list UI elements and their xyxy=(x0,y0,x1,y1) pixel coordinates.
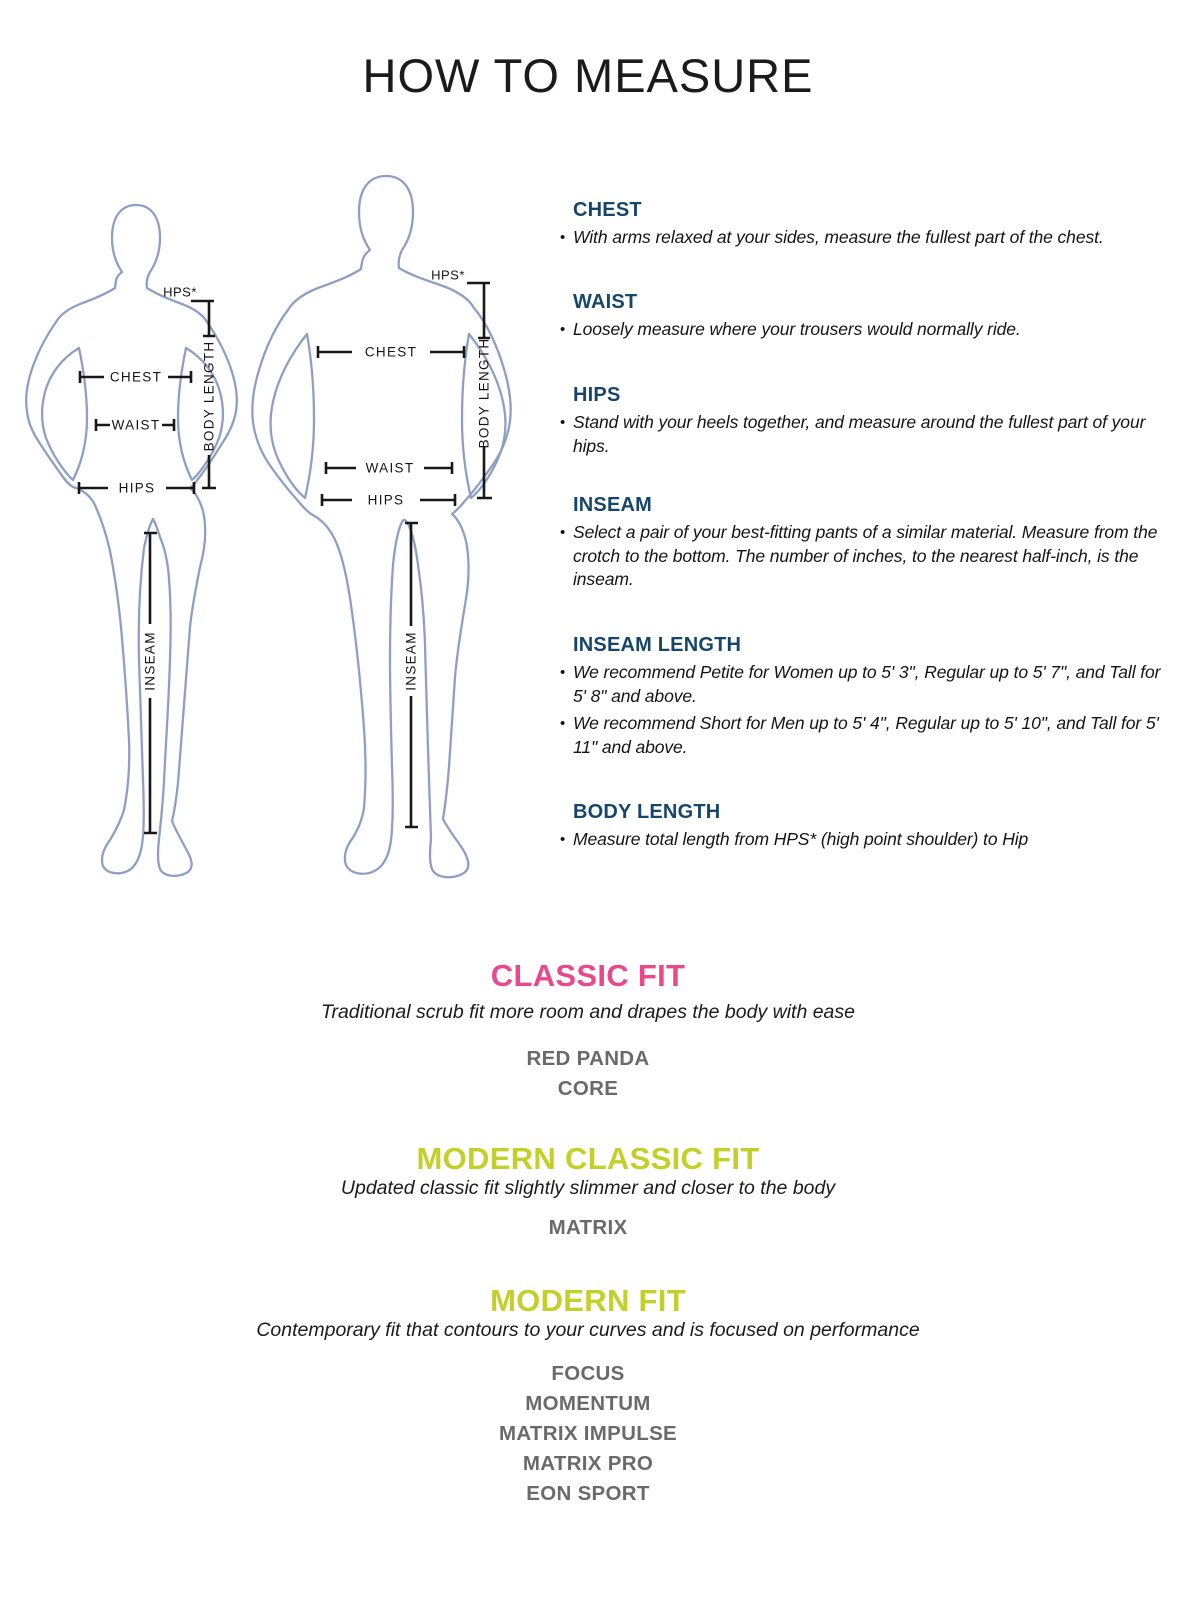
instruction-section-body-length xyxy=(556,801,1172,852)
male-inseam-label: INSEAM xyxy=(403,631,419,691)
instruction-section-hips xyxy=(556,384,1172,458)
male-hps-label: HPS* xyxy=(431,267,465,283)
product-name: MOMENTUM xyxy=(525,1392,651,1415)
instruction-heading: CHEST xyxy=(573,199,642,221)
product-name: RED PANDA xyxy=(526,1047,650,1070)
product-name: FOCUS xyxy=(551,1362,625,1385)
classic-fit-heading: CLASSIC FIT xyxy=(490,958,686,993)
female-inseam-label: INSEAM xyxy=(142,631,158,691)
instruction-heading: WAIST xyxy=(573,291,638,313)
female-hps-label: HPS* xyxy=(163,284,197,300)
female-waist-label: WAIST xyxy=(111,417,161,433)
instruction-bullet: • With arms relaxed at your sides, measure the fullest part of the chest. xyxy=(556,226,1172,250)
instruction-heading: BODY LENGTH xyxy=(573,801,721,823)
instruction-section-inseam-length xyxy=(556,634,1172,759)
product-name: CORE xyxy=(557,1077,619,1100)
instruction-bullet: • Select a pair of your best-fitting pants of a similar material. Measure from the crotch to the bottom. The number of inches, to the nearest half-inch, is the inseam. xyxy=(556,521,1172,592)
male-silhouette xyxy=(252,176,511,877)
modern-classic-fit-products xyxy=(0,1213,1176,1243)
modern-classic-fit-heading: MODERN CLASSIC FIT xyxy=(416,1141,760,1176)
male-waist-label: WAIST xyxy=(365,460,415,476)
male-body-outline xyxy=(252,176,511,877)
female-hips-label: HIPS xyxy=(118,480,156,496)
female-silhouette xyxy=(26,205,237,876)
instruction-bullet: • We recommend Short for Men up to 5' 4", Regular up to 5' 10", and Tall for 5' 11" and above. xyxy=(556,712,1172,759)
female-chest-label: CHEST xyxy=(109,369,163,385)
instruction-bullet: • Measure total length from HPS* (high point shoulder) to Hip xyxy=(556,828,1172,852)
instruction-bullet: • We recommend Petite for Women up to 5' 3", Regular up to 5' 7", and Tall for 5' 8" and above. xyxy=(556,661,1172,708)
male-hips-label: HIPS xyxy=(367,492,405,508)
instruction-heading: INSEAM xyxy=(573,494,652,516)
page-title: HOW TO MEASURE xyxy=(362,49,814,102)
male-chest-label: CHEST xyxy=(364,344,418,360)
instruction-bullet: • Stand with your heels together, and measure around the fullest part of your hips. xyxy=(556,411,1172,458)
product-name: MATRIX xyxy=(548,1216,628,1239)
instruction-heading: HIPS xyxy=(573,384,621,406)
modern-fit-description: Contemporary fit that contours to your curves and is focused on performance xyxy=(256,1319,920,1341)
instruction-section-inseam xyxy=(556,494,1172,592)
classic-fit-description: Traditional scrub fit more room and drapes the body with ease xyxy=(321,1001,855,1023)
modern-fit-heading: MODERN FIT xyxy=(490,1283,686,1318)
female-body-outline xyxy=(26,205,237,876)
male-measure-lines xyxy=(318,283,492,827)
instruction-bullet: • Loosely measure where your trousers would normally ride. xyxy=(556,318,1172,342)
female-body-length-label: BODY LENGTH xyxy=(201,340,217,452)
product-name: EON SPORT xyxy=(526,1482,650,1505)
product-name: MATRIX IMPULSE xyxy=(498,1422,678,1445)
classic-fit-products xyxy=(0,1044,1176,1104)
modern-fit-products xyxy=(0,1359,1176,1509)
modern-classic-fit-description: Updated classic fit slightly slimmer and closer to the body xyxy=(340,1177,836,1199)
instruction-heading: INSEAM LENGTH xyxy=(573,634,742,656)
instruction-section-chest xyxy=(556,199,1172,250)
female-left-arm-gap xyxy=(42,348,87,480)
product-name: MATRIX PRO xyxy=(522,1452,654,1475)
instruction-section-waist xyxy=(556,291,1172,342)
male-body-length-label: BODY LENGTH xyxy=(476,337,492,449)
measurement-figures-illustration xyxy=(0,170,560,890)
